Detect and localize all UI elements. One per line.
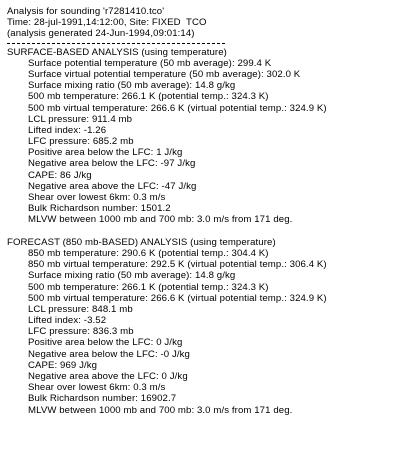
surface-section (7, 58, 417, 226)
forecast-line: CAPE: 969 J/kg (28, 359, 98, 371)
surface-line: CAPE: 86 J/kg (28, 169, 92, 181)
forecast-line: 500 mb virtual temperature: 266.6 K (virtual potential temp.: 324.9 K) (28, 292, 327, 304)
dashed-divider (7, 43, 225, 44)
time-site-line: Time: 28-jul-1991,14:12:00, Site: FIXED TCO (7, 17, 207, 29)
surface-line: Negative area below the LFC: -97 J/kg (28, 158, 196, 170)
surface-line: Lifted index: -1.26 (28, 124, 107, 136)
forecast-line: Shear over lowest 6km: 0.3 m/s (28, 382, 166, 394)
surface-line: Surface mixing ratio (50 mb average): 14.8 g/kg (28, 80, 236, 92)
sounding-analysis-document (7, 6, 417, 416)
generated-line: (analysis generated 24-Jun-1994,09:01:14) (7, 28, 195, 40)
forecast-line: Negative area below the LFC: -0 J/kg (28, 348, 190, 360)
forecast-section-title: FORECAST (850 mb-BASED) ANALYSIS (using temperature) (7, 236, 276, 248)
surface-line: Surface virtual potential temperature (50 mb average): 302.0 K (28, 68, 301, 80)
forecast-line: MLVW between 1000 mb and 700 mb: 3.0 m/s from 171 deg. (28, 404, 293, 416)
forecast-line: Bulk Richardson number: 16902.7 (28, 393, 177, 405)
forecast-line: LFC pressure: 836.3 mb (28, 326, 134, 338)
surface-line: LFC pressure: 685.2 mb (28, 136, 134, 148)
surface-line: Surface potential temperature (50 mb average): 299.4 K (28, 57, 272, 69)
forecast-line: LCL pressure: 848.1 mb (28, 303, 133, 315)
forecast-line: 500 mb temperature: 266.1 K (potential temp.: 324.3 K) (28, 281, 269, 293)
surface-line: 500 mb temperature: 266.1 K (potential temp.: 324.3 K) (28, 91, 269, 103)
surface-line: MLVW between 1000 mb and 700 mb: 3.0 m/s from 171 deg. (28, 214, 293, 226)
surface-line: LCL pressure: 911.4 mb (28, 113, 133, 125)
forecast-line: Negative area above the LFC: 0 J/kg (28, 371, 188, 382)
surface-line: Negative area above the LFC: -47 J/kg (28, 180, 197, 192)
forecast-line: 850 mb virtual temperature: 292.5 K (virtual potential temp.: 306.4 K) (28, 259, 327, 271)
surface-line: 500 mb virtual temperature: 266.6 K (virtual potential temp.: 324.9 K) (28, 102, 327, 114)
analysis-title: Analysis for sounding 'r7281410.tco' (7, 6, 165, 17)
forecast-line: Positive area below the LFC: 0 J/kg (28, 337, 183, 349)
forecast-line: Lifted index: -3.52 (28, 315, 107, 327)
forecast-line: Surface mixing ratio (50 mb average): 14.8 g/kg (28, 270, 236, 282)
section-spacer (7, 226, 417, 237)
forecast-section (7, 248, 417, 416)
surface-line: Positive area below the LFC: 1 J/kg (28, 147, 183, 159)
surface-section-title: SURFACE-BASED ANALYSIS (using temperature) (7, 46, 227, 58)
surface-line: Bulk Richardson number: 1501.2 (28, 203, 171, 215)
forecast-line: 850 mb temperature: 290.6 K (potential temp.: 304.4 K) (28, 247, 269, 259)
surface-line: Shear over lowest 6km: 0.3 m/s (28, 192, 166, 203)
